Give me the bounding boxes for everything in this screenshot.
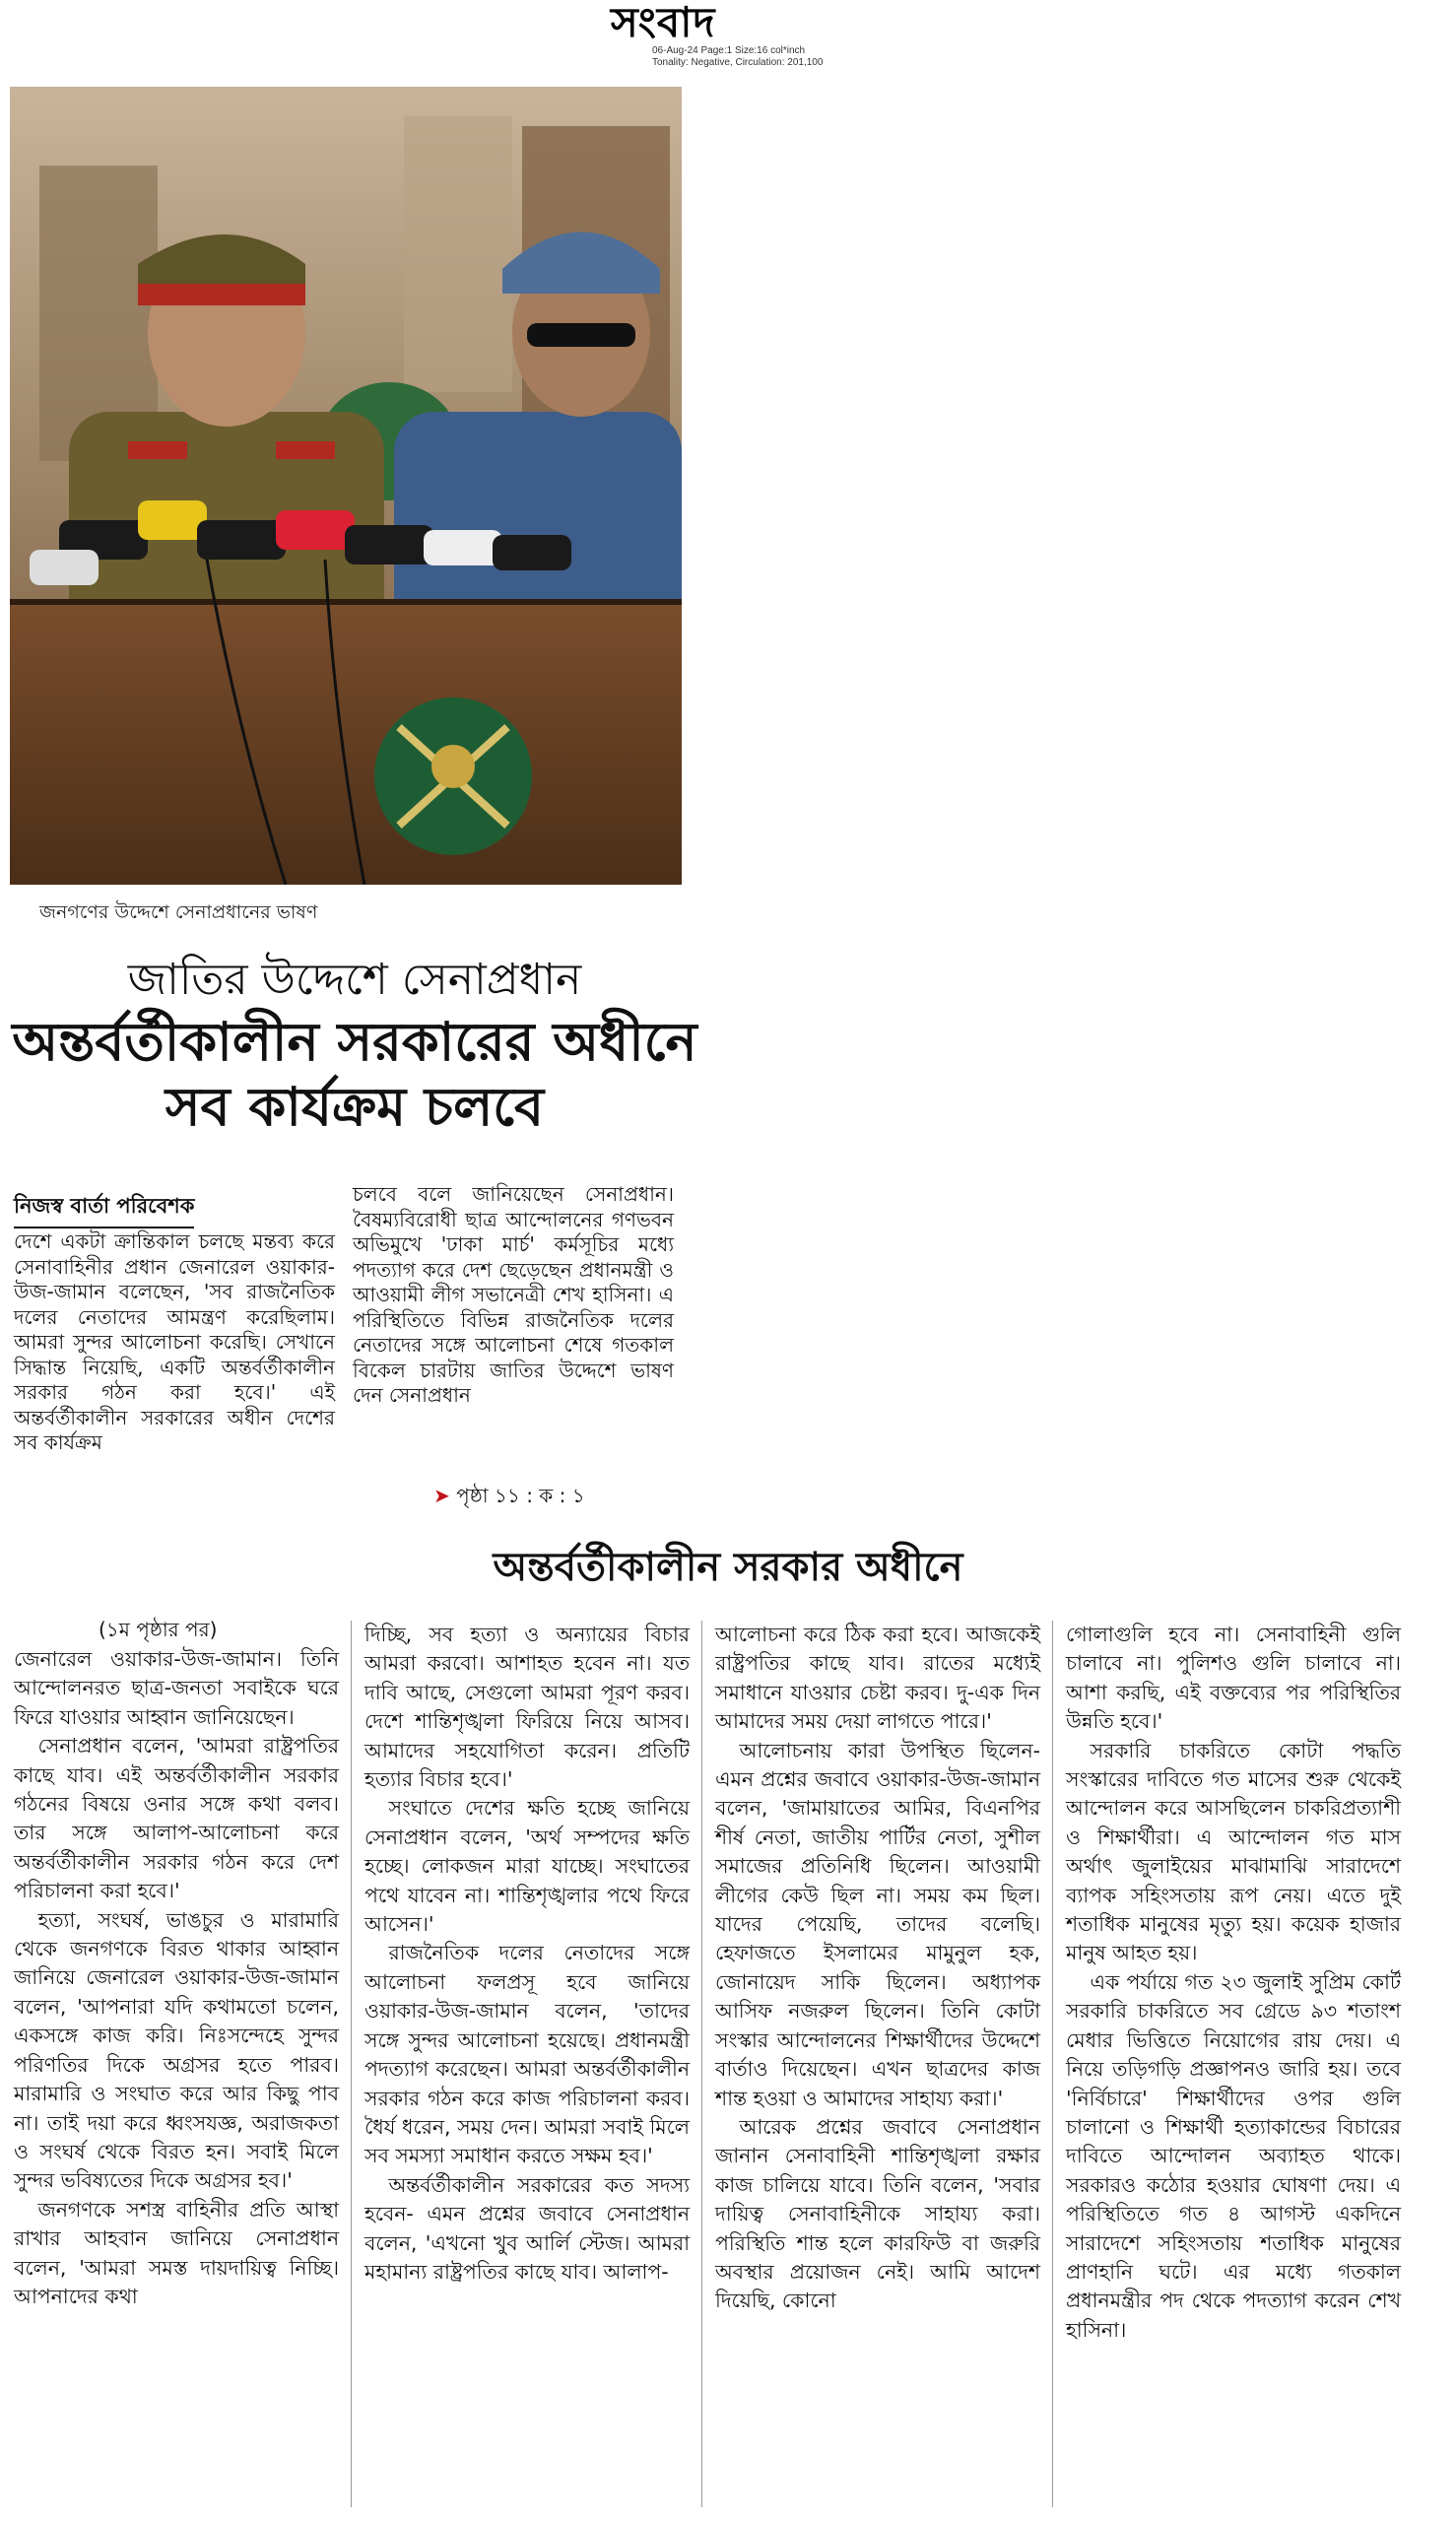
body-column-4 bbox=[1066, 1621, 1401, 2345]
paragraph: আলোচনা করে ঠিক করা হবে। আজকেই রাষ্ট্রপতির কাছে যাব। রাতের মধ্যেই সমাধানে যাওয়ার চেষ্টা করব। দু-এক দিন আমাদের সময় দেয়া লাগতে পারে।' bbox=[715, 1623, 1040, 1734]
newspaper-logo: সংবাদ bbox=[611, 0, 716, 46]
press-conference-illustration bbox=[10, 87, 682, 885]
paragraph: রাজনৈতিক দলের নেতাদের সঙ্গে আলোচনা ফলপ্রসূ হবে জানিয়ে ওয়াকার-উজ-জামান বলেন, 'তাদের সঙ্গে সুন্দর আলোচনা হয়েছে। প্রধানমন্ত্রী পদত্যাগ করেছেন। আমরা অন্তর্বর্তীকালীন সরকার গঠন করে কাজ পরিচালনা করব। ধৈর্য ধরেন, সময় দেন। আমরা সবাই মিলে সব সমস্যা সমাধান করতে সক্ষম হব।' bbox=[364, 1941, 690, 2168]
intro-column-1: দেশে একটা ক্রান্তিকাল চলছে মন্তব্য করে সেনাবাহিনীর প্রধান জেনারেল ওয়াকার-উজ-জামান বলেছেন, 'সব রাজনৈতিক দলের নেতাদের আমন্ত্রণ করেছিলাম। আমরা সুন্দর আলোচনা করেছি। সেখানে সিদ্ধান্ত নিয়েছি, একটি অন্তর্বর্তীকালীন সরকার গঠন করা হবে।' এই অন্তর্বর্তীকালীন সরকারের অধীন দেশের সব কার্যক্রম bbox=[14, 1229, 335, 1454]
paragraph: জনগণকে সশস্ত্র বাহিনীর প্রতি আস্থা রাখার আহবান জানিয়ে সেনাপ্রধান বলেন, 'আমরা সমস্ত দায়দায়িত্ব নিচ্ছি। আপনাদের কথা bbox=[14, 2197, 339, 2308]
continued-from-label: (১ম পৃষ্ঠার পর) bbox=[99, 1618, 218, 1641]
photo-caption: জনগণের উদ্দেশে সেনাপ্রধানের ভাষণ bbox=[39, 901, 318, 923]
intro-column-2: চলবে বলে জানিয়েছেন সেনাপ্রধান। বৈষম্যবিরোধী ছাত্র আন্দোলনের গণভবন অভিমুখে 'ঢাকা মার্চ' কর্মসূচির মধ্যে পদত্যাগ করে দেশ ছেড়েছেন প্রধানমন্ত্রী ও আওয়ামী লীগ সভানেত্রী শেখ হাসিনা। এ পরিস্থিতিতে বিভিন্ন রাজনৈতিক দলের নেতাদের সঙ্গে আলোচনা শেষে গতকাল বিকেল চারটায় জাতির উদ্দেশে ভাষণ দেন সেনাপ্রধান bbox=[353, 1182, 674, 1407]
jump-text: পৃষ্ঠা ১১ : ক : ১ bbox=[456, 1484, 585, 1507]
headline-line1: অন্তর্বর্তীকালীন সরকারের অধীনে bbox=[12, 1011, 697, 1073]
continuation-heading: অন্তর্বর্তীকালীন সরকার অধীনে bbox=[493, 1545, 963, 1590]
paragraph: আরেক প্রশ্নের জবাবে সেনাপ্রধান জানান সেনাবাহিনী শান্তিশৃঙ্খলা রক্ষার কাজ চালিয়ে যাবে। তিনি বলেন, 'সবার দায়িত্ব সেনাবাহিনীকে সাহায্য করা। পরিস্থিতি শান্ত হলে কারফিউ বা জরুরি অবস্থার প্রয়োজন নেই। আমি আদেশ দিয়েছি, কোনো bbox=[715, 2114, 1040, 2313]
jump-arrow-icon: ➤ bbox=[433, 1484, 450, 1507]
paragraph: আলোচনায় কারা উপস্থিত ছিলেন- এমন প্রশ্নের জবাবে ওয়াকার-উজ-জামান বলেন, 'জামায়াতের আমির, বিএনপির শীর্ষ নেতা, জাতীয় পার্টির নেতা, সুশীল সমাজের প্রতিনিধি ছিলেন। আওয়ামী লীগের কেউ ছিল না। সময় কম ছিল। যাদের পেয়েছি, তাদের বলেছি। হেফাজতে ইসলামের মামুনুল হক, জোনায়েদ সাকি ছিলেন। অধ্যাপক আসিফ নজরুল ছিলেন। তিনি কোটা সংস্কার আন্দোলনের শিক্ষার্থীদের উদ্দেশে বার্তাও দিয়েছেন। এখন ছাত্রদের কাজ শান্ত হওয়া ও আমাদের সাহায্য করা।' bbox=[715, 1738, 1040, 2110]
paragraph: সেনাপ্রধান বলেন, 'আমরা রাষ্ট্রপতির কাছে যাব। এই অন্তর্বর্তীকালীন সরকার গঠনের বিষয়ে ওনার সঙ্গে কথা বলব। তার সঙ্গে আলাপ-আলোচনা করে অন্তর্বর্তীকালীন সরকার গঠন করে দেশ পরিচালনা করা হবে।' bbox=[14, 1734, 339, 1903]
press-conference-photo bbox=[10, 87, 682, 885]
paragraph: গোলাগুলি হবে না। সেনাবাহিনী গুলি চালাবে না। পুলিশও গুলি চালাবে না। আশা করছি, এই বক্তব্যের পর পরিস্থিতির উন্নতি হবে।' bbox=[1066, 1623, 1401, 1734]
column-rule bbox=[351, 1621, 352, 2507]
paragraph: অন্তর্বর্তীকালীন সরকারের কত সদস্য হবেন- এমন প্রশ্নের জবাবে সেনাপ্রধান বলেন, 'এখনো খুব আর্লি স্টেজ। আমরা মহামান্য রাষ্ট্রপতির কাছে যাব। আলাপ- bbox=[364, 2172, 690, 2284]
headline-line2: সব কার্যক্রম চলবে bbox=[165, 1076, 545, 1138]
body-column-3 bbox=[715, 1621, 1040, 2316]
paragraph: এক পর্যায়ে গত ২৩ জুলাই সুপ্রিম কোর্ট সরকারি চাকরিতে সব গ্রেডে ৯৩ শতাংশ মেধার ভিত্তিতে নিয়োগের রায় দেয়। এ নিয়ে তড়িগড়ি প্রজ্ঞাপনও জারি হয়। তবে 'নির্বিচারে' শিক্ষার্থীদের ওপর গুলি চালানো ও শিক্ষার্থী হত্যাকান্ডের বিচারের দাবিতে আন্দোলন অব্যাহত থাকে। সরকারও কঠোর হওয়ার ঘোষণা দেয়। এ পরিস্থিতিতে গত ৪ আগস্ট একদিনে সারাদেশে সহিংসতায় শতাধিক মানুষের প্রাণহানি ঘটে। এর মধ্যে গতকাল প্রধানমন্ত্রীর পদ থেকে পদত্যাগ করেন শেখ হাসিনা। bbox=[1066, 1969, 1401, 2342]
clipping-meta-line1: 06-Aug-24 Page:1 Size:16 col*inch bbox=[652, 45, 806, 56]
body-column-1 bbox=[14, 1645, 339, 2311]
paragraph: সংঘাতে দেশের ক্ষতি হচ্ছে জানিয়ে সেনাপ্রধান বলেন, 'অর্থ সম্পদের ক্ষতি হচ্ছে। লোকজন মারা যাচ্ছে। সংঘাতের পথে যাবেন না। শান্তিশৃঙ্খলার পথে ফিরে আসেন।' bbox=[364, 1796, 690, 1937]
newspaper-masthead bbox=[611, 0, 867, 47]
column-rule bbox=[1052, 1621, 1053, 2507]
headline-kicker: জাতির উদ্দেশে সেনাপ্রধান bbox=[127, 955, 582, 1005]
podium bbox=[10, 599, 682, 885]
jump-reference bbox=[433, 1482, 585, 1514]
paragraph: দিচ্ছি, সব হত্যা ও অন্যায়ের বিচার আমরা করবো। আশাহত হবেন না। যত দাবি আছে, সেগুলো আমরা পূরণ করব। দেশে শান্তিশৃঙ্খলা ফিরিয়ে নিয়ে আসব। আমাদের সহযোগিতা করেন। প্রতিটি হত্যার বিচার হবে।' bbox=[364, 1623, 690, 1792]
clipping-meta bbox=[652, 45, 823, 69]
paragraph: হত্যা, সংঘর্ষ, ভাঙচুর ও মারামারি থেকে জনগণকে বিরত থাকার আহ্বান জানিয়ে জেনারেল ওয়াকার-উজ-জামান বলেন, 'আপনারা যদি কথামতো চলেন, একসঙ্গে কাজ করি। নিঃসন্দেহে সুন্দর পরিণতির দিকে অগ্রসর হতে পারব। মারামারি ও সংঘাত করে আর কিছু পাব না। তাই দয়া করে ধ্বংসযজ্ঞ, অরাজকতা ও সংঘর্ষ থেকে বিরত হন। সবাই মিলে সুন্দর ভবিষ্যতের দিকে অগ্রসর হব।' bbox=[14, 1907, 339, 2193]
clipping-meta-line2: Tonality: Negative, Circulation: 201,100 bbox=[652, 57, 824, 68]
headline-block bbox=[0, 951, 709, 1140]
byline: নিজস্ব বার্তা পরিবেশক bbox=[14, 1190, 194, 1228]
paragraph: জেনারেল ওয়াকার-উজ-জামান। তিনি আন্দোলনরত ছাত্র-জনতা সবাইকে ঘরে ফিরে যাওয়ার আহ্বান জানিয়েছেন। bbox=[14, 1647, 339, 1729]
body-column-2 bbox=[364, 1621, 690, 2287]
column-rule bbox=[701, 1621, 702, 2507]
paragraph: সরকারি চাকরিতে কোটা পদ্ধতি সংস্কারের দাবিতে গত মাসের শুরু থেকেই আন্দোলন করে আসছিলেন চাকরিপ্রত্যাশী ও শিক্ষার্থীরা। এ আন্দোলন গত মাস অর্থাৎ জুলাইয়ের মাঝামাঝি সারাদেশে ব্যাপক সহিংসতায় রূপ নেয়। এতে দুই শতাধিক মানুষের মৃত্যু হয়। কয়েক হাজার মানুষ আহত হয়। bbox=[1066, 1738, 1401, 1965]
